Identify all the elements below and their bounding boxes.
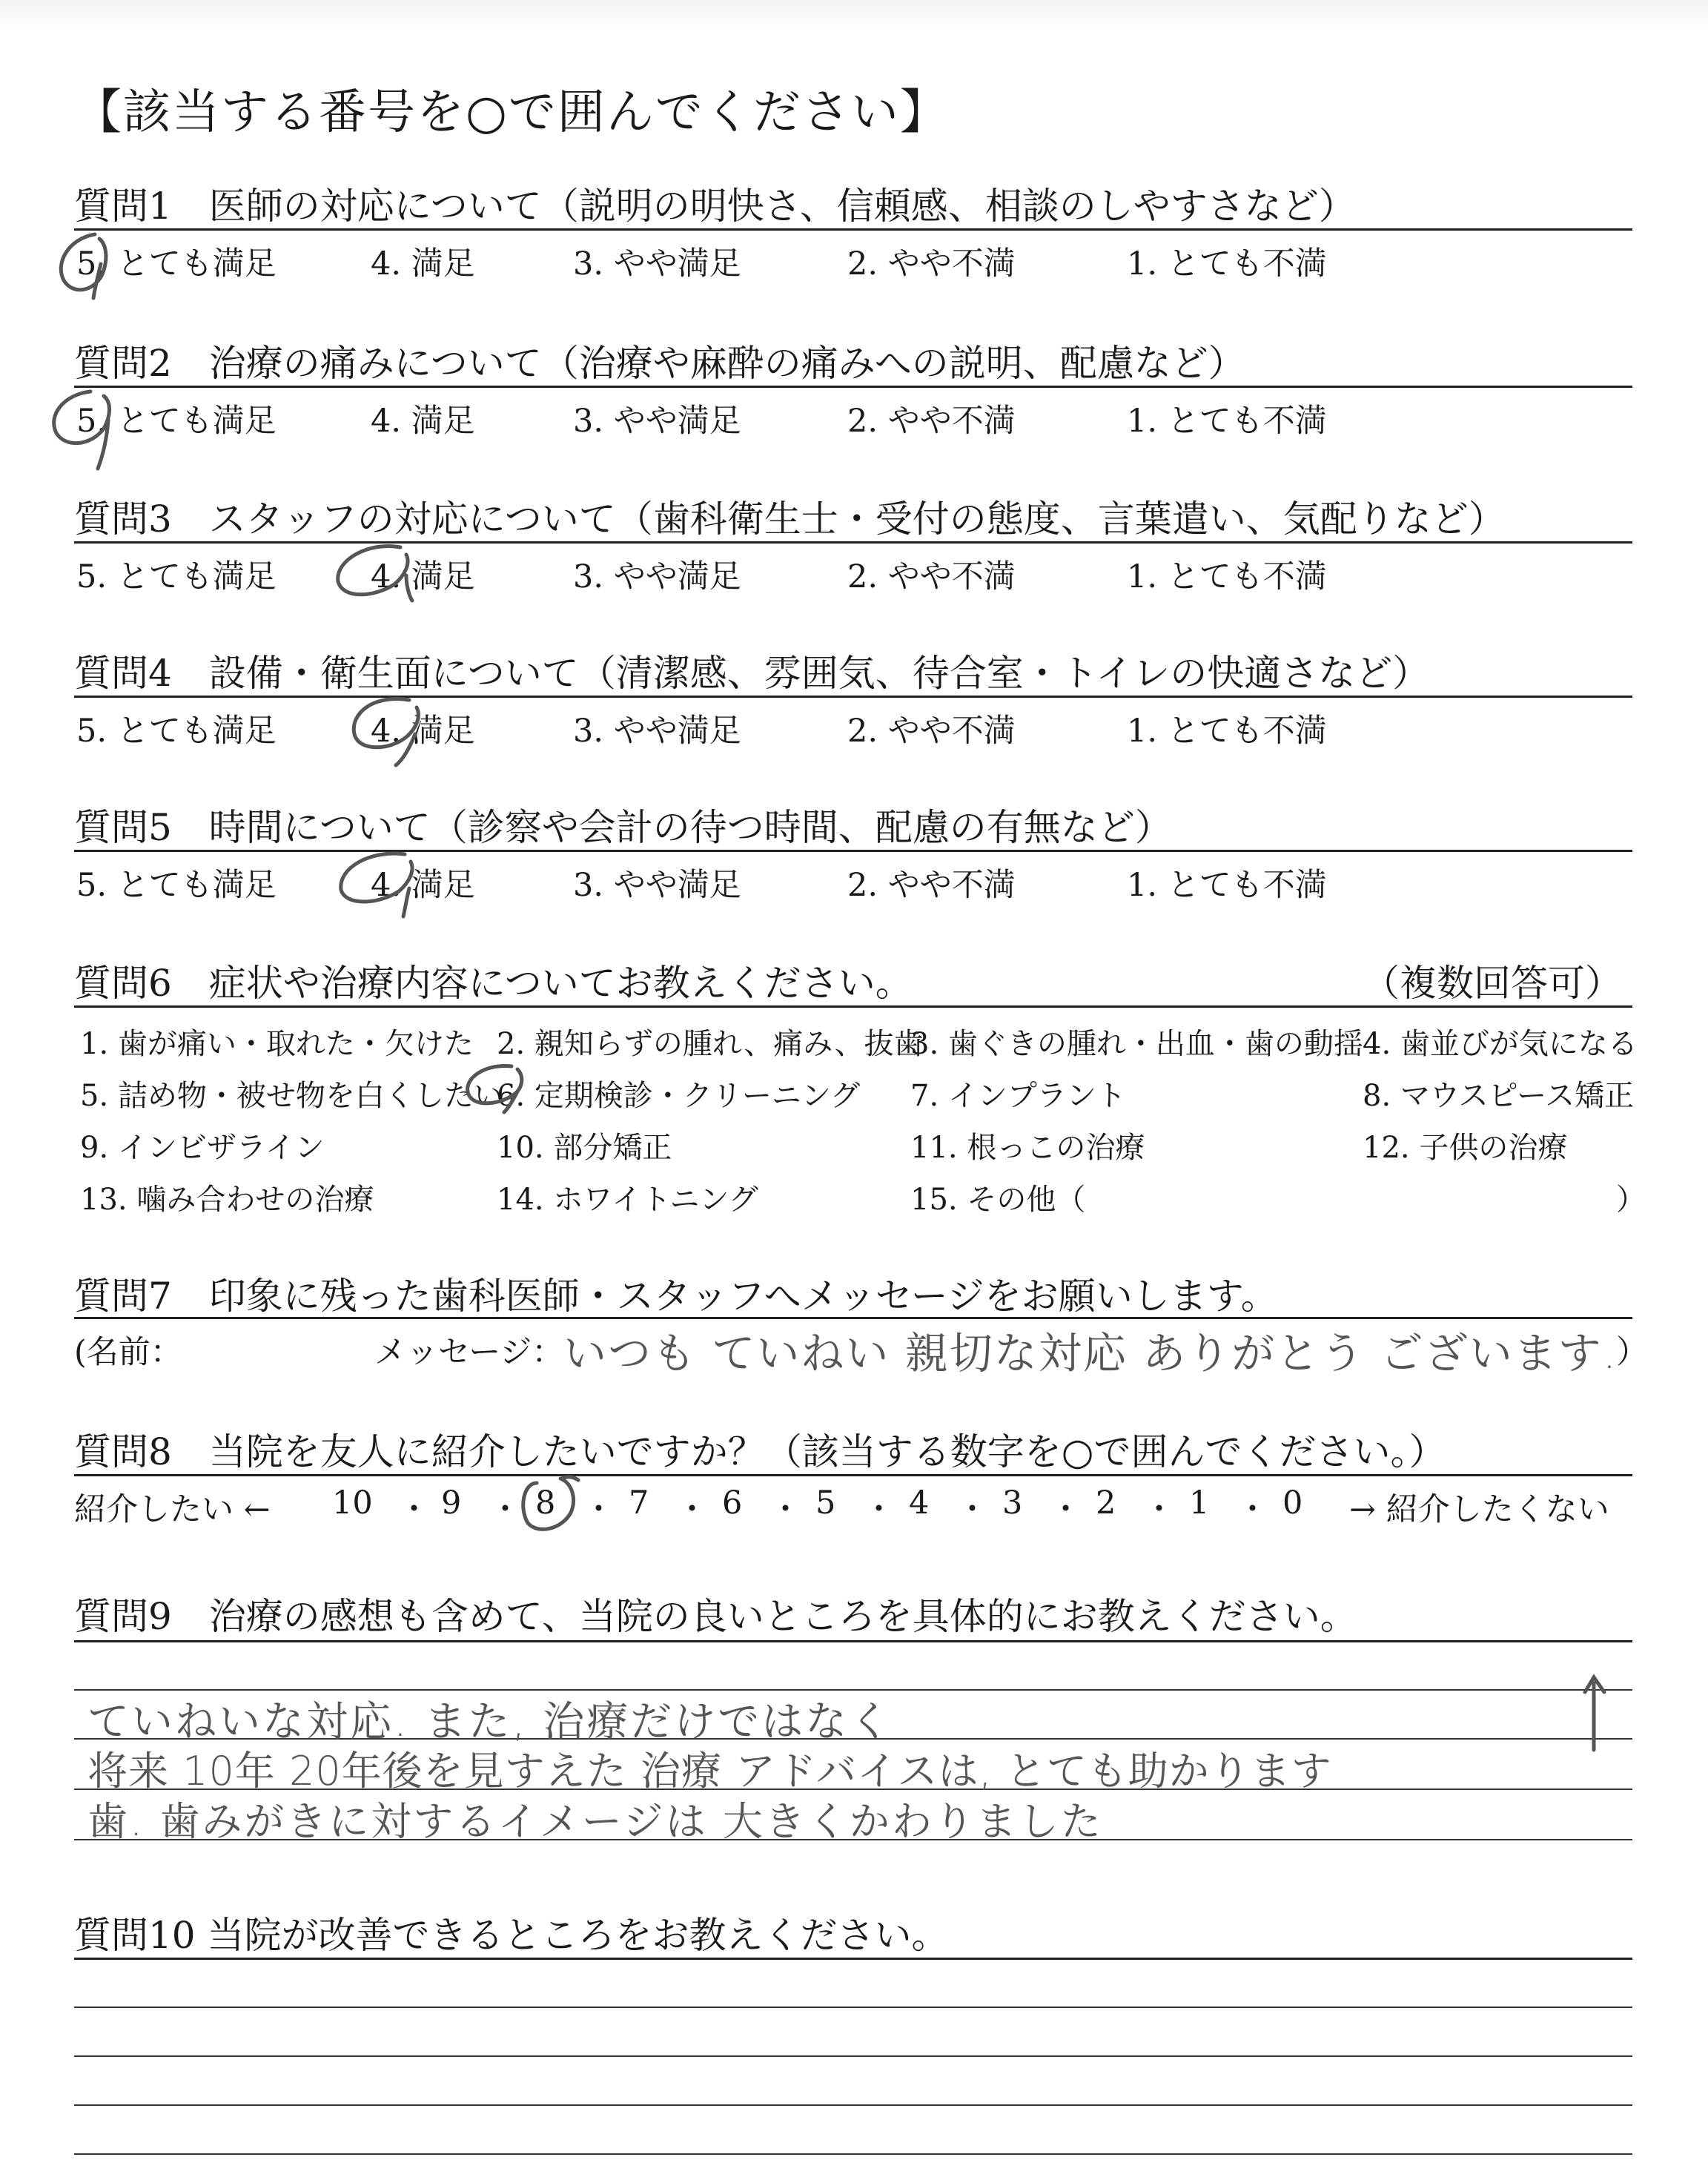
question-4-title: 質問4 設備・衛生面について（清潔感、雰囲気、待合室・トイレの快適さなど）: [74, 652, 1430, 695]
q5-option-4[interactable]: 4. 満足: [371, 867, 475, 904]
question-3-title: 質問3 スタッフの対応について（歯科衛生士・受付の態度、言葉遣い、気配りなど）: [74, 498, 1506, 541]
q6-item-8[interactable]: 8. マウスピース矯正: [1363, 1079, 1635, 1113]
scan-top-edge: [0, 0, 1708, 28]
question-10-rule: [74, 1958, 1632, 1960]
q5-option-2[interactable]: 2. やや不満: [847, 867, 1016, 904]
q2-option-2[interactable]: 2. やや不満: [847, 403, 1016, 440]
q9-answer-line-2: 将来 10年 20年後を見すえた 治療 アドバイスは, とても助かります: [87, 1748, 1332, 1794]
q6-item-13[interactable]: 13. 噛み合わせの治療: [80, 1183, 374, 1217]
question-1-rule: [74, 228, 1632, 231]
question-6-title: 質問6 症状や治療内容についてお教えください。: [74, 962, 913, 1005]
question-8-rule: [74, 1474, 1632, 1476]
q1-option-3[interactable]: 3. やや満足: [573, 245, 741, 283]
q6-item-2[interactable]: 2. 親知らずの腫れ、痛み、抜歯: [497, 1027, 924, 1061]
q6-item-9[interactable]: 9. インビザライン: [80, 1131, 325, 1165]
q6-item-11[interactable]: 11. 根っこの治療: [910, 1131, 1145, 1165]
q6-item-1[interactable]: 1. 歯が痛い・取れた・欠けた: [80, 1027, 474, 1061]
answer-line: [74, 2104, 1632, 2106]
q6-item-7[interactable]: 7. インプラント: [910, 1079, 1126, 1113]
q3-option-4[interactable]: 4. 満足: [371, 558, 475, 595]
question-8-title: 質問8 当院を友人に紹介したいですか？（該当する数字を○で囲んでください。）: [74, 1430, 1446, 1473]
q7-close-paren: ）: [1616, 1334, 1648, 1371]
q8-scale-7[interactable]: 7: [629, 1484, 649, 1522]
q6-item-5[interactable]: 5. 詰め物・被せ物を白くしたい: [80, 1079, 503, 1113]
q8-scale-4[interactable]: 4: [909, 1484, 930, 1522]
question-3-rule: [74, 541, 1632, 544]
q6-item-12[interactable]: 12. 子供の治療: [1363, 1131, 1568, 1165]
q1-option-5[interactable]: 5. とても満足: [76, 245, 277, 283]
question-2-rule: [74, 386, 1632, 388]
q8-sep: ・: [398, 1491, 430, 1528]
q8-scale-2[interactable]: 2: [1096, 1484, 1116, 1522]
q3-option-5[interactable]: 5. とても満足: [76, 558, 277, 595]
question-7-title: 質問7 印象に残った歯科医師・スタッフへメッセージをお願いします。: [74, 1275, 1278, 1318]
q8-scale-0[interactable]: 0: [1282, 1484, 1303, 1522]
q8-sep: ・: [1237, 1491, 1268, 1528]
q4-option-3[interactable]: 3. やや満足: [573, 713, 741, 750]
form-header: 【該当する番号を○で囲んでください】: [74, 85, 949, 140]
question-5-rule: [74, 850, 1632, 852]
q5-option-5[interactable]: 5. とても満足: [76, 867, 277, 904]
q4-option-1[interactable]: 1. とても不満: [1127, 713, 1327, 750]
q8-scale-9[interactable]: 9: [441, 1484, 462, 1522]
q4-option-4[interactable]: 4. 満足: [371, 713, 475, 750]
q6-item-6[interactable]: 6. 定期検診・クリーニング: [497, 1079, 861, 1113]
q8-sep: ・: [489, 1491, 521, 1528]
q7-name-label: (名前：: [74, 1334, 182, 1371]
q8-scale-5[interactable]: 5: [815, 1484, 836, 1522]
q8-sep: ・: [583, 1491, 615, 1528]
answer-line: [74, 2007, 1632, 2008]
q8-scale-1[interactable]: 1: [1189, 1484, 1210, 1522]
q8-left-label: 紹介したい ←: [74, 1491, 271, 1528]
q9-answer-line-3: 歯. 歯みがきに対するイメージは 大きくかわりました: [87, 1798, 1103, 1845]
q3-option-1[interactable]: 1. とても不満: [1127, 558, 1327, 595]
question-9-title: 質問9 治療の感想も含めて、当院の良いところを具体的にお教えください。: [74, 1595, 1357, 1638]
q5-option-3[interactable]: 3. やや満足: [573, 867, 741, 904]
q1-option-1[interactable]: 1. とても不満: [1127, 245, 1327, 283]
q6-item-3[interactable]: 3. 歯ぐきの腫れ・出血・歯の動揺: [910, 1027, 1363, 1061]
q7-handwritten-message: いつも ていねい 親切な対応 ありがとう ございます.: [563, 1328, 1618, 1378]
q8-right-label: → 紹介したくない: [1349, 1491, 1609, 1528]
question-4-rule: [74, 696, 1632, 698]
q6-item-15[interactable]: 15. その他（: [910, 1183, 1086, 1217]
answer-line: [74, 2153, 1632, 2155]
q6-item-14[interactable]: 14. ホワイトニング: [497, 1183, 758, 1217]
q1-option-2[interactable]: 2. やや不満: [847, 245, 1016, 283]
q8-sep: ・: [1050, 1491, 1082, 1528]
q8-scale-10[interactable]: 10: [332, 1484, 373, 1522]
answer-line: [74, 2055, 1632, 2057]
q8-sep: ・: [863, 1491, 895, 1528]
question-2-title: 質問2 治療の痛みについて（治療や麻酔の痛みへの説明、配慮など）: [74, 342, 1245, 385]
q6-other-close-paren: ）: [1616, 1183, 1646, 1217]
q1-option-4[interactable]: 4. 満足: [371, 245, 475, 283]
question-9-rule: [74, 1640, 1632, 1642]
q7-message-label: メッセージ：: [374, 1334, 564, 1371]
q8-scale-3[interactable]: 3: [1002, 1484, 1023, 1522]
q8-sep: ・: [769, 1491, 801, 1528]
q5-option-1[interactable]: 1. とても不満: [1127, 867, 1327, 904]
question-6-rule: [74, 1005, 1632, 1008]
q2-option-1[interactable]: 1. とても不満: [1127, 403, 1327, 440]
question-5-title: 質問5 時間について（診察や会計の待つ時間、配慮の有無など）: [74, 806, 1172, 849]
q8-scale-6[interactable]: 6: [722, 1484, 743, 1522]
q9-answer-line-1: ていねいな対応. また, 治療だけではなく: [87, 1698, 893, 1746]
question-1-title: 質問1 医師の対応について（説明の明快さ、信頼感、相談のしやすさなど）: [74, 185, 1356, 228]
q3-option-2[interactable]: 2. やや不満: [847, 558, 1016, 595]
q6-item-4[interactable]: 4. 歯並びが気になる: [1363, 1027, 1638, 1061]
q8-sep: ・: [676, 1491, 708, 1528]
q3-option-3[interactable]: 3. やや満足: [573, 558, 741, 595]
question-10-title: 質問10 当院が改善できるところをお教えください。: [74, 1914, 949, 1957]
q8-sep: ・: [1143, 1491, 1175, 1528]
q2-option-4[interactable]: 4. 満足: [371, 403, 475, 440]
q2-option-5[interactable]: 5. とても満足: [76, 403, 277, 440]
q8-sep: ・: [956, 1491, 988, 1528]
q4-option-5[interactable]: 5. とても満足: [76, 713, 277, 750]
q6-item-10[interactable]: 10. 部分矯正: [497, 1131, 672, 1165]
q2-option-3[interactable]: 3. やや満足: [573, 403, 741, 440]
q4-option-2[interactable]: 2. やや不満: [847, 713, 1016, 750]
question-6-note: （複数回答可）: [1363, 962, 1622, 1005]
q8-scale-8[interactable]: 8: [535, 1484, 556, 1522]
